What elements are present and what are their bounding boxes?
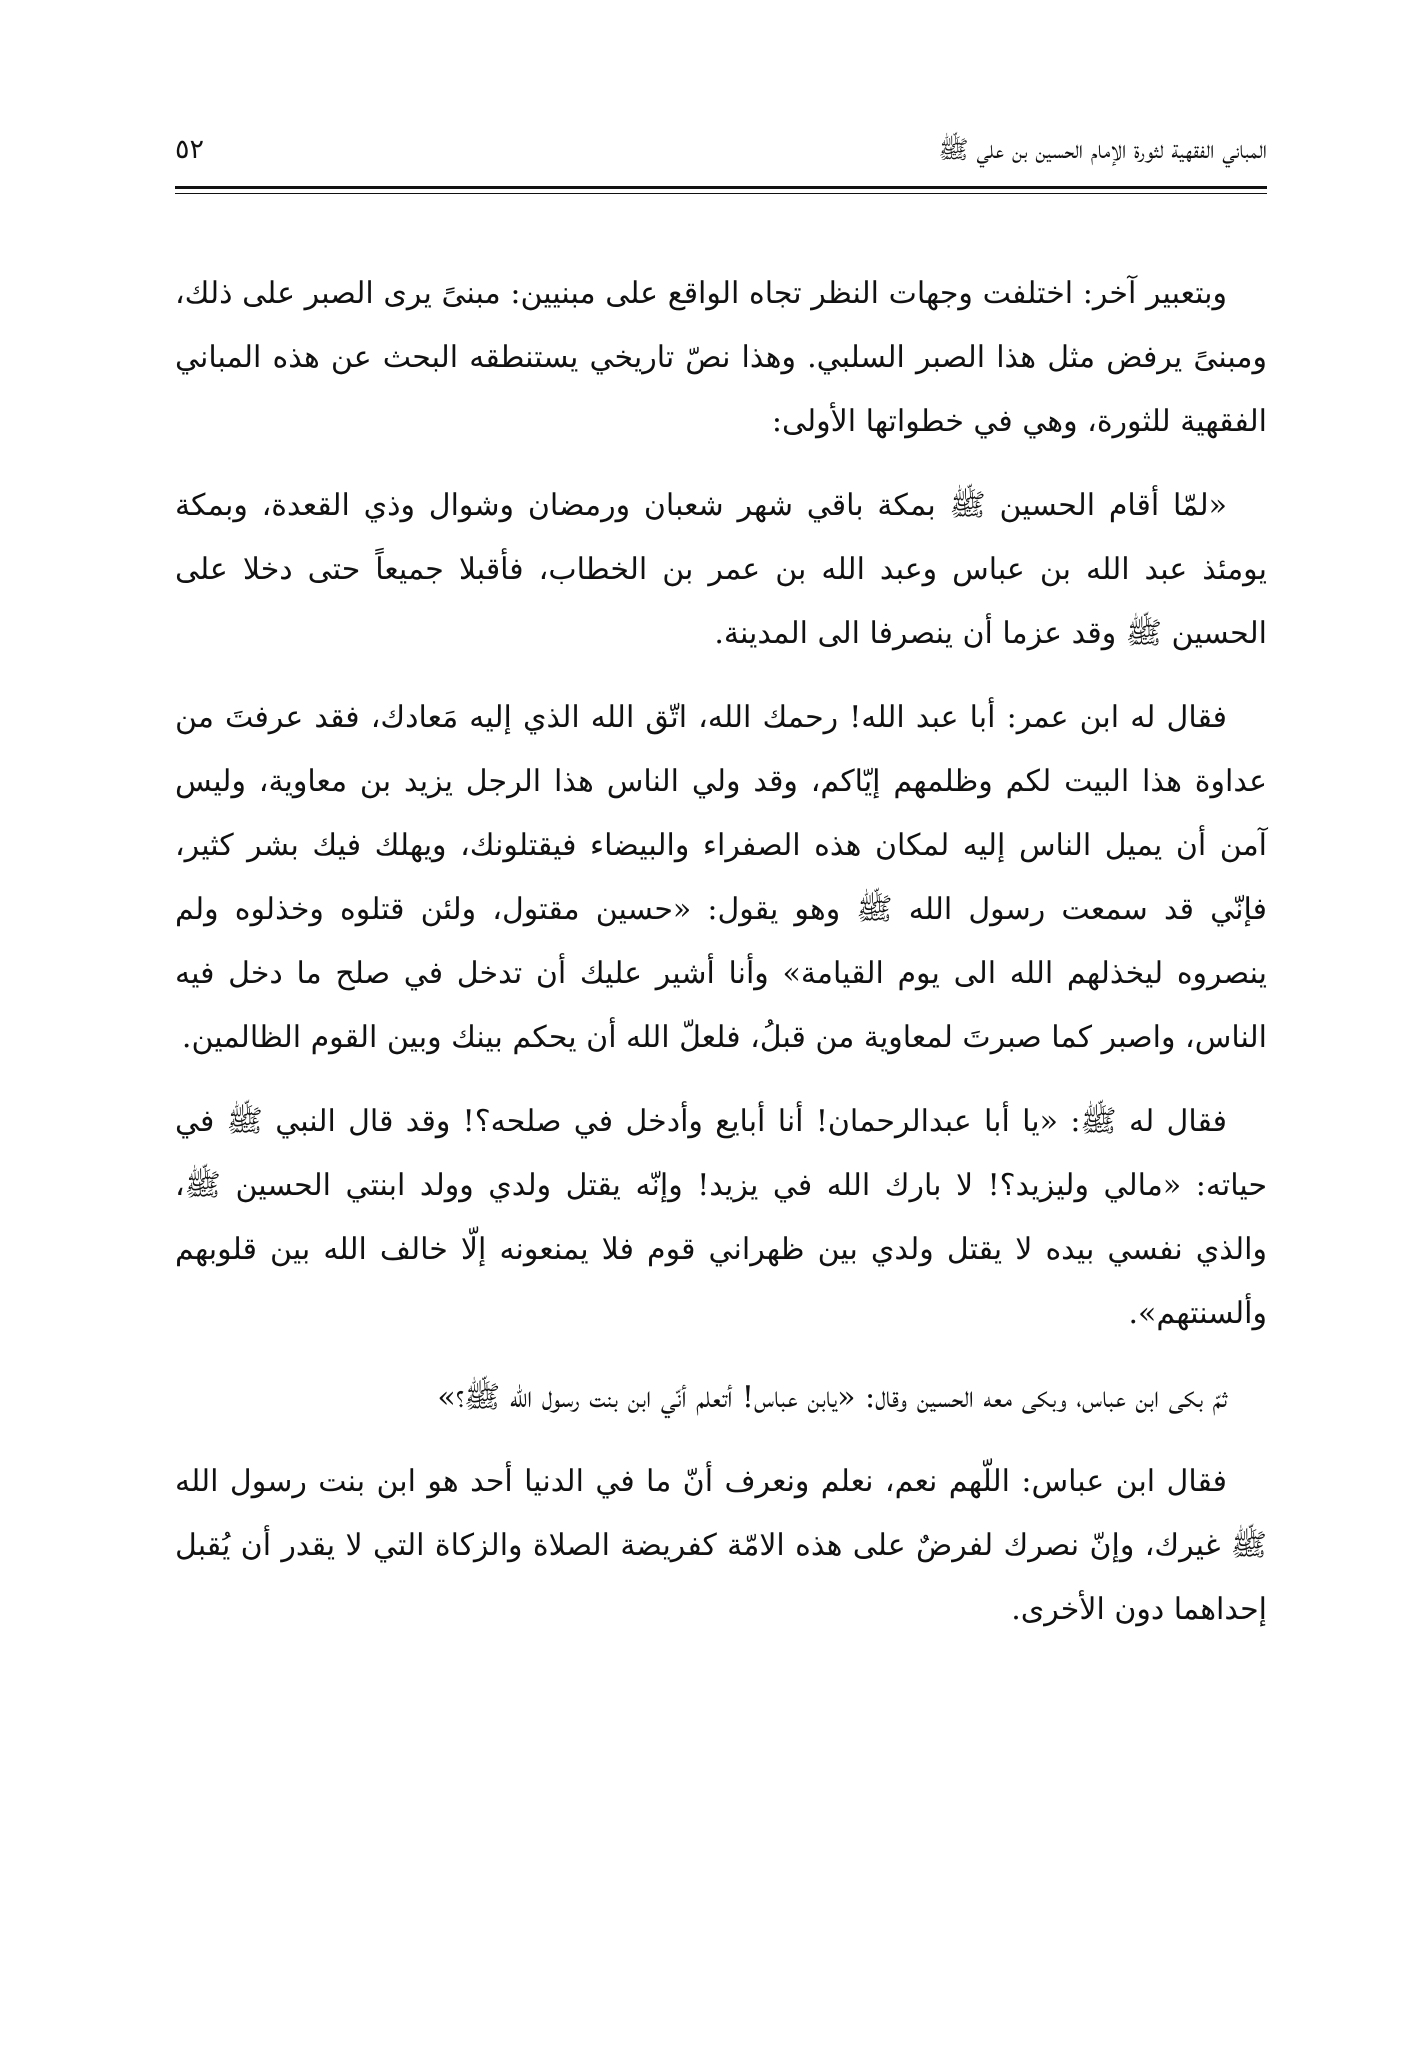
body-text [175, 262, 1267, 1662]
paragraph: فقال ابن عباس: اللّهم نعم، نعلم ونعرف أنّ ما في الدنيا أحد هو ابن بنت رسول الله ﷺ غيرك، وإنّ نصرك لفرضٌ على هذه الامّة كفريضة الصلاة والزكاة التي لا يقدر أن يُقبل إحداهما دون الأخرى. [175, 1464, 1267, 1627]
paragraph: فقال له ﷺ: «يا أبا عبدالرحمان! أنا أبايع وأدخل في صلحه؟! وقد قال النبي ﷺ في حياته: «مالي وليزيد؟! لا بارك الله في يزيد! وإنّه يقتل ولدي وولد ابنتي الحسين ﷺ، والذي نفسي بيده لا يقتل ولدي بين ظهراني قوم فلا يمنعونه إلّا خالف الله بين قلوبهم وألسنتهم». [175, 1104, 1267, 1331]
header-rule-thin [175, 193, 1267, 194]
paragraph: «لمّا أقام الحسين ﷺ بمكة باقي شهر شعبان ورمضان وشوال وذي القعدة، وبمكة يومئذ عبد الله بن عباس وعبد الله بن عمر بن الخطاب، فأقبلا جميعاً حتى دخلا على الحسين ﷺ وقد عزما أن ينصرفا الى المدينة. [175, 488, 1267, 651]
header-rule-thick [175, 186, 1267, 189]
paragraph: فقال له ابن عمر: أبا عبد الله! رحمك الله، اتّق الله الذي إليه مَعادك، فقد عرفتَ من عداوة هذا البيت لكم وظلمهم إيّاكم، وقد ولي الناس هذا الرجل يزيد بن معاوية، وليس آمن أن يميل الناس إليه لمكان هذه الصفراء والبيضاء فيقتلونك، ويهلك فيك بشر كثير، فإنّي قد سمعت رسول الله ﷺ وهو يقول: «حسين مقتول، ولئن قتلوه وخذلوه ولم ينصروه ليخذلهم الله الى يوم القيامة» وأنا أشير عليك أن تدخل في صلح ما دخل فيه الناس، واصبر كما صبرتَ لمعاوية من قبلُ، فلعلّ الله أن يحكم بينك وبين القوم الظالمين. [175, 700, 1267, 1055]
running-header [175, 130, 1267, 174]
paragraph: وبتعبير آخر: اختلفت وجهات النظر تجاه الواقع على مبنيين: مبنىً يرى الصبر على ذلك، ومبنىً يرفض مثل هذا الصبر السلبي. وهذا نصّ تاريخي يستنطقه البحث عن هذه المباني الفقهية للثورة، وهي في خطواتها الأولى: [175, 276, 1267, 439]
paragraph: ثمّ بكى ابن عباس، وبكى معه الحسين وقال: «يابن عباس! أتعلم أنّي ابن بنت رسول الله ﷺ؟» [437, 1380, 1227, 1415]
running-title: المباني الفقهية لثورة الإمام الحسين بن علي ﷺ [938, 135, 1267, 164]
page-number: ٥٢ [175, 134, 205, 165]
